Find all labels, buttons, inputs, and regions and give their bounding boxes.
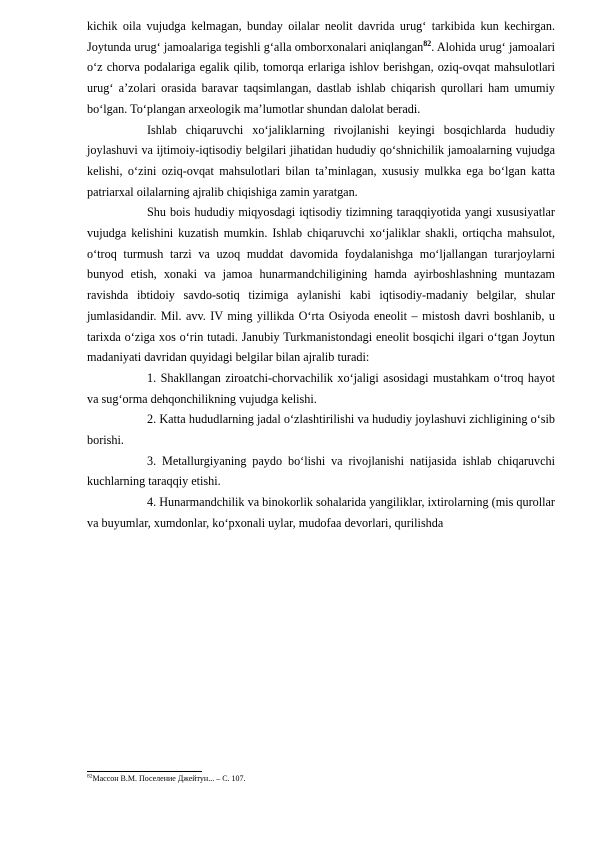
document-body — [87, 16, 555, 534]
footnote-text: Массон В.М. Поселение Джейтун... – С. 107. — [92, 774, 246, 783]
footnote-ref[interactable]: 82 — [423, 38, 432, 48]
list-item-4: 4. Hunarmandchilik va binokorlik sohalarida yangiliklar, ixtirolarning (mis qurollar va buyumlar, xumdonlar, ko‘pxonali uylar, mudofaa devorlari, qurilishda — [87, 495, 555, 530]
list-item-1: 1. Shakllangan ziroatchi-chorvachilik xo‘jaligi asosidagi mustahkam o‘troq hayot va sug‘orma dehqonchilikning vujudga kelishi. — [87, 370, 555, 406]
footnote-number: 82 — [87, 773, 93, 780]
paragraph-1-text: kichik oila vujudga kelmagan, bunday oilalar neolit davrida urug‘ tarkibida kun kechirgan. Joytunda urug‘ jamoalariga tegishli g‘alla omborxonalari aniqlangan — [87, 19, 555, 54]
paragraph-2: Ishlab chiqaruvchi xo‘jaliklarning rivojlanishi keyingi bosqichlarda hududiy joylashuvi va ijtimoiy-iqtisodiy belgilari jihatidan hududiy qo‘shnichilik jamoalarning vujudga kelishi, o‘zini oziq-ovqat mahsulotlari bilan ta’minlagan, xususiy mulkka ega bo‘lgan katta patriarxal oilalarning ajralib chiqishiga zamin yaratgan. — [87, 122, 555, 199]
footnote — [87, 774, 246, 784]
footnote-divider — [87, 771, 202, 772]
list-item-2: 2. Katta hududlarning jadal o‘zlashtirilishi va hududiy joylashuvi zichligining o‘sib borishi. — [87, 412, 555, 448]
paragraph-3: Shu bois hududiy miqyosdagi iqtisodiy tizimning taraqqiyotida yangi xususiyatlar vujudga kelishini kuzatish mumkin. Ishlab chiqaruvchi xo‘jaliklar shakli, ortiqcha mahsulot, o‘troq turmush tarzi va uzoq muddat davomida foydalanishga mo‘ljallangan turarjoylarni bunyod etish, xonaki va jamoa hunarmandchiligining hamda ayirboshlashning muntazam ravishda ibtidoiy savdo-sotiq tizimiga aylanishi kabi iqtisodiy-madaniy belgilar, shular jumlasidandir. Mil. avv. IV ming yillikda O‘rta Osiyoda eneolit – mistosh davri boshlanib, u tarixda o‘ziga xos o‘rin tutadi. Janubiy Turkmanistondagi eneolit bosqichi ilgari o‘tgan Joytun madaniyati davridan quyidagi belgilar bilan ajralib turadi: — [87, 205, 555, 365]
paragraph-1-continuation: . Alohida urug‘ jamoalari o‘z chorva podalariga egalik qilib, tomorqa erlariga ishlov berishgan, oziq-ovqat mahsulotlari urug‘ a’zolari orasida baravar taqsimlangan, dastlab ishlab chiqarish qurollari ham umumiy bo‘lgan. To‘plangan arxeologik ma’lumotlar shundan dalolat beradi. — [87, 39, 555, 116]
list-item-3: 3. Metallurgiyaning paydo bo‘lishi va rivojlanishi natijasida ishlab chiqaruvchi kuchlarning taraqqiy etishi. — [87, 453, 555, 489]
paragraph-1 — [87, 16, 555, 120]
